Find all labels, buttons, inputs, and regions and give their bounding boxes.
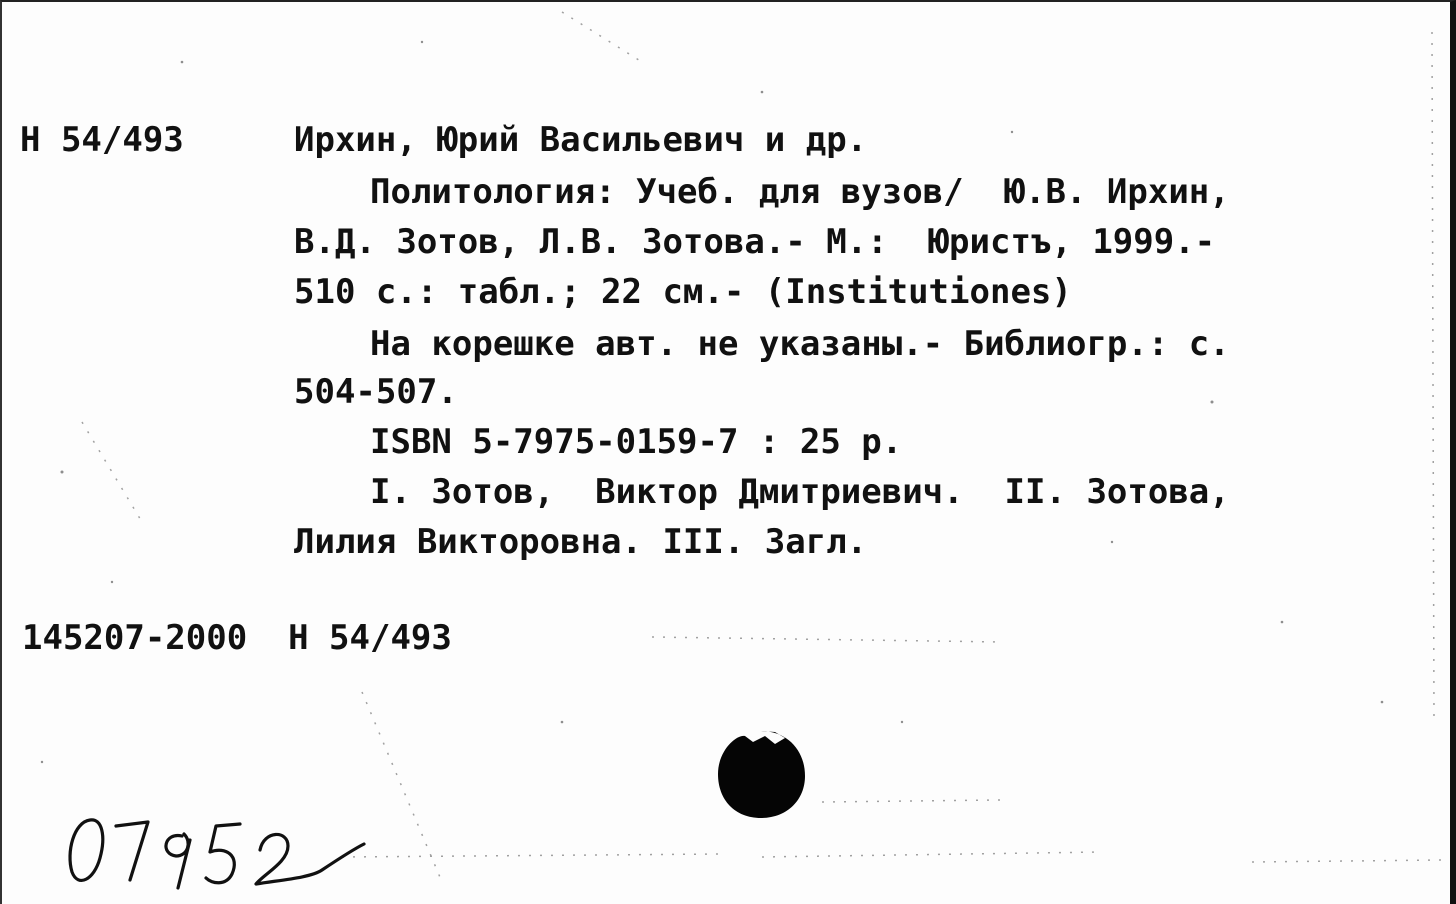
- inventory-number: 145207-2000 Н 54/493: [22, 618, 452, 658]
- handwritten-number: [60, 792, 370, 892]
- note-line: На корешке авт. не указаны.- Библиогр.: с.: [370, 324, 1230, 364]
- physical-description-line: 510 с.: табл.; 22 см.- (Institutiones): [294, 272, 1072, 312]
- tracings-line: I. Зотов, Виктор Дмитриевич. II. Зотова,: [370, 472, 1230, 512]
- authors-publisher-line: В.Д. Зотов, Л.В. Зотова.- М.: Юристъ, 1999.-: [294, 222, 1216, 262]
- title-line: Политология: Учеб. для вузов/ Ю.В. Ирхин,: [370, 172, 1230, 212]
- isbn-line: ISBN 5-7975-0159-7 : 25 р.: [370, 422, 903, 462]
- tracings-line-continued: Лилия Викторовна. III. Загл.: [294, 522, 868, 562]
- author-heading: Ирхин, Юрий Васильевич и др.: [294, 120, 868, 160]
- note-line-continued: 504-507.: [294, 372, 458, 412]
- shelfmark: Н 54/493: [20, 120, 184, 160]
- punch-hole: [715, 728, 807, 820]
